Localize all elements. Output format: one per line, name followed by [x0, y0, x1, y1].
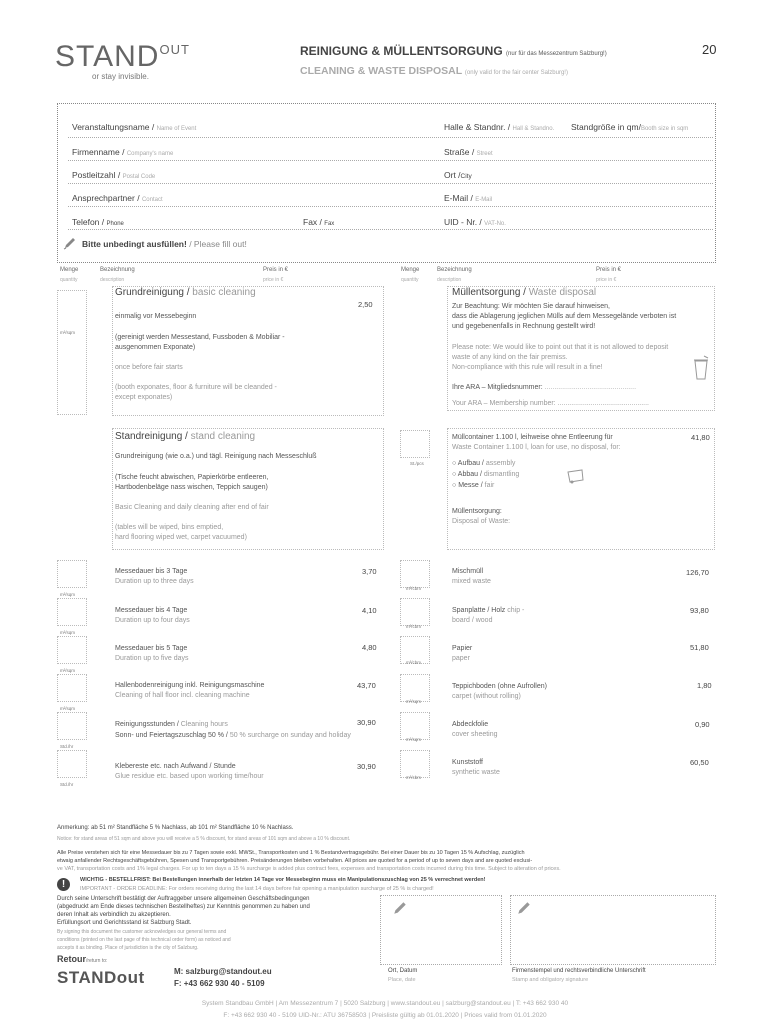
stand-text-en: Basic Cleaning and daily cleaning after end of fair — [115, 504, 269, 511]
col-desc-en: description — [100, 277, 125, 283]
bin-icon — [692, 355, 710, 381]
item-unit: m²/sqm — [60, 668, 75, 673]
waste-text-en: Non-compliance with this rule will result in a fine! — [452, 364, 603, 371]
pen-icon — [392, 900, 408, 916]
item-desc: Messedauer bis 5 Tage — [115, 645, 188, 652]
vat-field[interactable]: UID - Nr. / VAT-No. — [444, 217, 506, 227]
item-desc-en: Glue residue etc. based upon working time/hour — [115, 773, 264, 780]
ara-field-en[interactable]: Your ARA – Membership number: ............................................... — [452, 400, 650, 407]
option-fair[interactable]: ○ Messe / fair — [452, 482, 495, 489]
signature-field[interactable] — [510, 895, 716, 965]
waste-qty-box[interactable] — [400, 750, 430, 778]
city-field[interactable]: Ort /City — [444, 170, 472, 180]
waste-item-en: synthetic waste — [452, 769, 500, 776]
item-price: 3,70 — [362, 567, 377, 576]
basic-text-en: (booth exponates, floor & furniture will be cleanded - — [115, 384, 277, 391]
price-note: etwaig anfallender Rechtsgeschäftsgebühren, Spesen und Transportgebühren. Preisänderungen bleiben vorbehalten. All prices are quoted for a period of up to seven days and are quoted exclusi- — [57, 858, 533, 864]
col-qty-en: quantity — [60, 277, 78, 283]
page-number: 20 — [702, 42, 717, 57]
logo-tagline: or stay invisible. — [92, 72, 149, 81]
footer-address: System Standbau GmbH | Am Messezentrum 7 | 5020 Salzburg | www.standout.eu | salzburg@standout.eu | T: +43 662 930 40 — [201, 1000, 569, 1007]
waste-unit: m³/cbm — [406, 586, 421, 591]
item-desc-en: Duration up to four days — [115, 617, 190, 624]
waste-item-en: carpet (without rolling) — [452, 693, 521, 700]
waste-qty-box[interactable] — [400, 560, 430, 588]
divider — [68, 160, 713, 161]
divider — [68, 183, 713, 184]
footer-brand: STANDout — [57, 968, 145, 987]
waste-item: Spanplatte / Holz chip - — [452, 607, 525, 614]
fax-field[interactable]: Fax / Fax — [303, 217, 335, 227]
waste-item-en: cover sheeting — [452, 731, 498, 738]
stand-text-en: hard flooring wiped wet, carpet vacuumed) — [115, 534, 247, 541]
container-qty-box[interactable] — [400, 430, 430, 458]
stamp-label-en: Stamp and obligatory signature — [512, 977, 589, 983]
price-note: Alle Preise verstehen sich für eine Messedauer bis zu 7 Tagen sowie exkl. MWSt., Transportkosten und 1 % Bestandvertragsgebühr. Bei einer Dauer bis zu 10 Tagen 15 % Aufschlag, zuzüglich — [57, 850, 525, 856]
waste-title: Müllentsorgung / Waste disposal — [452, 287, 597, 298]
waste-item: Mischmüll — [452, 568, 484, 575]
waste-price: 93,80 — [690, 606, 709, 615]
item-desc-en: Cleaning of hall floor incl. cleaning machine — [115, 692, 250, 699]
item-qty-box[interactable] — [57, 598, 87, 626]
waste-price: 126,70 — [686, 568, 709, 577]
item-price: 4,10 — [362, 606, 377, 615]
waste-price: 60,50 — [690, 758, 709, 767]
item-unit: m²/sqm — [60, 592, 75, 597]
waste-text-en: waste of any kind on the fair premiss. — [452, 354, 568, 361]
waste-unit: m³/cbm — [406, 660, 421, 665]
item-desc: Sonn- und Feiertagszuschlag 50 % / 50 % surcharge on sunday and holiday — [115, 732, 351, 739]
item-qty-box[interactable] — [57, 636, 87, 664]
waste-price: 51,80 — [690, 643, 709, 652]
basic-text-en: once before fair starts — [115, 364, 183, 371]
basic-text: (gereinigt werden Messestand, Fussboden & Mobiliar - — [115, 334, 285, 341]
item-unit: Std./hr — [60, 744, 74, 749]
waste-price: 1,80 — [697, 681, 712, 690]
footer-fax: F: +43 662 930 40 - 5109 — [174, 979, 265, 988]
col-price-en: price in € — [263, 277, 284, 283]
stamp-label: Firmenstempel und rechtsverbindliche Unterschrift — [512, 968, 646, 974]
item-unit: m²/sqm — [60, 706, 75, 711]
item-price: 30,90 — [357, 762, 376, 771]
basic-text: einmalig vor Messebeginn — [115, 313, 197, 320]
disposal-title-en: Disposal of Waste: — [452, 518, 511, 525]
basic-title: Grundreinigung / basic cleaning — [115, 287, 256, 298]
zip-field[interactable]: Postleitzahl / Postal Code — [72, 170, 156, 180]
terms-text-en: accepts it as binding. Place of jurisdiction is the city of Salzburg. — [57, 945, 199, 951]
waste-unit: m³/cbm — [406, 775, 421, 780]
basic-unit: m²/sqm — [60, 330, 75, 335]
phone-field[interactable]: Telefon / Phone — [72, 217, 124, 227]
item-desc: Reinigungsstunden / Cleaning hours — [115, 721, 228, 728]
item-price: 43,70 — [357, 681, 376, 690]
page-subtitle: CLEANING & WASTE DISPOSAL (only valid for the fair center Salzburg!) — [300, 65, 568, 77]
logo: $STAND^{OUT}$ — [55, 40, 190, 73]
warning-icon: ! — [57, 878, 70, 891]
container-text-en: Waste Container 1.100 l, loan for use, no disposal, for: — [452, 444, 621, 451]
page-title: REINIGUNG & MÜLLENTSORGUNG (nur für das Messezentrum Salzburg!) — [300, 44, 607, 58]
waste-text-en: Please note: We would like to point out that it is not allowed to deposit — [452, 344, 669, 351]
waste-unit: m³/cbm — [406, 624, 421, 629]
event-name-field[interactable]: Veranstaltungsname / Name of Event — [72, 122, 197, 132]
retour-label: Retour/return to: — [57, 954, 108, 964]
hall-field[interactable]: Halle & Standnr. / Hall & Standno. — [444, 122, 555, 132]
waste-item: Papier — [452, 645, 473, 652]
terms-text: deren Inhalt als verbindlich zu akzeptieren. — [57, 912, 171, 918]
email-field[interactable]: E-Mail / E-Mail — [444, 193, 493, 203]
terms-text: Erfüllungsort und Gerichtsstand ist Salzburg Stadt. — [57, 920, 192, 926]
col-qty: Menge — [60, 267, 79, 273]
col-desc: Bezeichnung — [100, 267, 135, 273]
waste-item: Teppichboden (ohne Aufrollen) — [452, 683, 547, 690]
item-desc: Klebereste etc. nach Aufwand / Stunde — [115, 763, 236, 770]
item-desc-en: Duration up to five days — [115, 655, 189, 662]
terms-text-en: By signing this document the customer acknowledges our general terms and — [57, 929, 227, 935]
item-desc: Hallenbodenreinigung inkl. Reinigungsmaschine — [115, 682, 265, 689]
waste-item-en: board / wood — [452, 617, 493, 624]
stand-text: Hartbodenbeläge nass wischen, Teppich saugen) — [115, 484, 268, 491]
waste-price: 0,90 — [695, 720, 710, 729]
item-unit: Std./hr — [60, 782, 74, 787]
terms-text: (abgedruckt am Ende dieses technischen Bestellheftes) zur Kenntnis genommen zu haben und — [57, 904, 310, 910]
container-icon — [565, 462, 587, 484]
option-assembly[interactable]: ○ Aufbau / assembly — [452, 460, 516, 467]
company-field[interactable]: Firmenname / Company's name — [72, 147, 174, 157]
basic-text: ausgenommen Exponate) — [115, 344, 196, 351]
disposal-title: Müllentsorgung: — [452, 508, 502, 515]
col-desc-right-en: description — [437, 277, 462, 283]
container-unit: St./pcs — [410, 461, 424, 466]
place-date-label-en: Place, date — [388, 977, 416, 983]
waste-qty-box[interactable] — [400, 674, 430, 702]
item-unit: m²/sqm — [60, 630, 75, 635]
waste-item-en: paper — [452, 655, 470, 662]
discount-note-en: Notice: for stand areas of 51 sqm and above you will receive a 5 % discount, for stand areas of 101 sqm and above a 10 % discount. — [57, 836, 351, 842]
waste-text: Zur Beachtung: Wir möchten Sie darauf hinweisen, — [452, 303, 610, 310]
item-desc: Messedauer bis 4 Tage — [115, 607, 188, 614]
stand-title: Standreinigung / stand cleaning — [115, 431, 256, 442]
basic-price: 2,50 — [358, 300, 373, 309]
pen-icon — [63, 236, 77, 250]
item-price: 30,90 — [357, 718, 376, 727]
container-text: Müllcontainer 1.100 l, leihweise ohne Entleerung für — [452, 434, 613, 441]
waste-qty-box[interactable] — [400, 712, 430, 740]
item-desc-en: Duration up to three days — [115, 578, 194, 585]
item-qty-box[interactable] — [57, 712, 87, 740]
waste-text: und gegebenenfalls in Rechnung gestellt wird! — [452, 323, 596, 330]
item-qty-box[interactable] — [57, 560, 87, 588]
item-qty-box[interactable] — [57, 674, 87, 702]
waste-qty-box[interactable] — [400, 598, 430, 626]
waste-item: Kunststoff — [452, 759, 484, 766]
divider — [68, 206, 713, 207]
container-price: 41,80 — [691, 433, 710, 442]
deadline-warning-en: IMPORTANT - ORDER DEADLINE: For orders receiving during the last 14 days before fair opening a manipulation surcharge of 25 % is charged! — [80, 886, 434, 892]
basic-qty-box[interactable] — [57, 290, 87, 415]
divider — [68, 229, 713, 230]
terms-text-en: conditions (printed on the last page of this technical order form) as noticed and — [57, 937, 231, 943]
col-qty-right: Menge — [401, 267, 420, 273]
col-price: Preis in € — [263, 267, 289, 273]
option-dismantling[interactable]: ○ Abbau / dismantling — [452, 471, 520, 478]
deadline-warning: WICHTIG - BESTELLFRIST: Bei Bestellungen innerhalb der letzten 14 Tage vor Messebeginn muss ein Manipulationszuschlag von 25 % verrechnet werden! — [80, 877, 486, 883]
stand-text: Grundreinigung (wie o.a.) und tägl. Reinigung nach Messeschluß — [115, 453, 317, 460]
divider — [68, 137, 713, 138]
footer-validity: F: +43 662 930 40 - 5109 UID-Nr.: ATU 36758503 | Preisliste gültig ab 01.01.2020 | Prices valid from 01.01.2020 — [223, 1012, 547, 1019]
waste-item: Abdeckfolie — [452, 721, 489, 728]
pen-icon — [516, 900, 532, 916]
street-field[interactable]: Straße / Street — [444, 147, 493, 157]
basic-text-en: except exponates) — [115, 394, 173, 401]
item-qty-box[interactable] — [57, 750, 87, 778]
col-price-right-en: price in € — [596, 277, 617, 283]
price-note-en: ve VAT, transportation costs and 1% legal charges. For up to ten days a 15 % surcharge is added plus contract fees, expenses and transportation costs incurred during this time. Subject to alteration of prices. — [57, 866, 561, 872]
item-price: 4,80 — [362, 643, 377, 652]
stand-text-en: (tables will be wiped, bins emptied, — [115, 524, 224, 531]
terms-text: Durch seine Unterschrift bestätigt der Auftraggeber unsere allgemeinen Geschäftsbedingungen — [57, 896, 310, 902]
ara-field[interactable]: Ihre ARA – Mitgliedsnummer: ............................................... — [452, 384, 637, 391]
waste-item-en: mixed waste — [452, 578, 491, 585]
col-price-right: Preis in € — [596, 267, 622, 273]
stand-text: (Tische feucht abwischen, Papierkörbe entleeren, — [115, 474, 269, 481]
col-qty-right-en: quantity — [401, 277, 419, 283]
item-desc: Messedauer bis 3 Tage — [115, 568, 188, 575]
place-date-label: Ort, Datum — [388, 968, 418, 974]
contact-field[interactable]: Ansprechpartner / Contact — [72, 193, 163, 203]
waste-unit: m²/sqm — [406, 737, 421, 742]
fill-notice: Bitte unbedingt ausfüllen! / Please fill out! — [82, 239, 247, 249]
waste-unit: m²/sqm — [406, 699, 421, 704]
col-desc-right: Bezeichnung — [437, 267, 472, 273]
discount-note: Anmerkung: ab 51 m² Standfläche 5 % Nachlass, ab 101 m² Standfläche 10 % Nachlass. — [57, 825, 294, 831]
footer-email[interactable]: M: salzburg@standout.eu — [174, 967, 272, 976]
booth-size-field[interactable]: Standgröße in qm/Booth size in sqm — [571, 122, 689, 132]
waste-text: dass die Ablagerung jeglichen Mülls auf dem Messegelände verboten ist — [452, 313, 677, 320]
